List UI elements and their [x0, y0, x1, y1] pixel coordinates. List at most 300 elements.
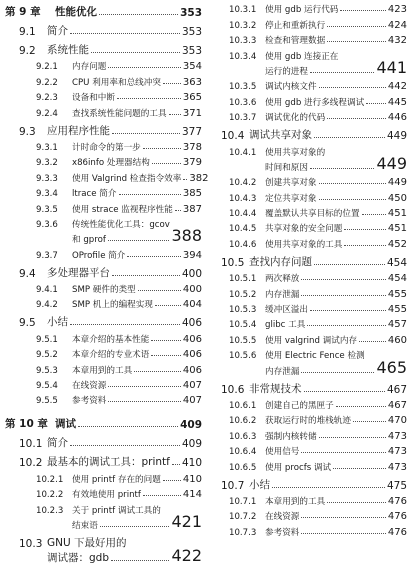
- toc-page-number: 382: [189, 172, 209, 184]
- toc-entry-title: 多处理器平台: [47, 266, 110, 279]
- toc-page-number: 410: [181, 457, 202, 470]
- dot-leader: [70, 33, 180, 34]
- toc-entry-number: 10.3.6: [229, 97, 257, 108]
- toc-entry-number: 9.3.1: [36, 142, 58, 153]
- dot-leader: [151, 340, 181, 341]
- toc-entry-number: 9.2.1: [36, 62, 58, 73]
- toc-page-number: 379: [182, 157, 202, 169]
- toc-page-number: 385: [182, 188, 202, 200]
- toc-section-row[interactable]: [5, 119, 202, 138]
- toc-page-number: 394: [182, 249, 202, 261]
- dot-leader: [307, 325, 386, 326]
- toc-entry-title: 内存泄漏: [265, 289, 300, 300]
- dot-leader: [163, 480, 181, 481]
- toc-section-row[interactable]: [209, 473, 407, 492]
- toc-entry-number: 10.4.2: [229, 178, 257, 189]
- toc-entry-title: 查找系统性能问题的工具: [72, 108, 167, 119]
- toc-page-number: 445: [387, 96, 407, 108]
- toc-entry-number: 9.2: [19, 45, 36, 57]
- toc-page-number: 404: [182, 299, 202, 311]
- dot-leader: [169, 114, 181, 115]
- toc-entry-number: 10.2.1: [36, 474, 64, 485]
- toc-entry-title: 使用信号: [265, 447, 300, 458]
- toc-entry-title: SMP 机上的编程实现: [72, 300, 153, 311]
- toc-subsection-row[interactable]: [209, 269, 407, 284]
- toc-page-number: 476: [387, 495, 407, 507]
- toc-entry-title: 覆盖默认共享目标的位置: [265, 209, 360, 220]
- toc-page-number: 410: [182, 473, 202, 485]
- dot-leader: [353, 421, 386, 422]
- toc-page-number: 388: [171, 226, 202, 246]
- toc-entry-title: 时间和原因: [265, 162, 308, 173]
- toc-subsection-row[interactable]: [209, 219, 407, 234]
- dot-leader: [319, 183, 386, 184]
- toc-entry-number: 9.3.3: [36, 173, 58, 184]
- toc-page-number: 460: [387, 334, 407, 346]
- toc-subsection-row[interactable]: [209, 188, 407, 203]
- dot-leader: [327, 118, 386, 119]
- toc-page-number: 423: [387, 4, 407, 16]
- toc-entry-title: 使用 Electric Fence 检测: [265, 351, 365, 362]
- dot-leader: [108, 240, 170, 241]
- toc-entry-number: 9.3: [19, 125, 36, 138]
- toc-subsection-row[interactable]: [5, 103, 202, 118]
- toc-entry-number: 10.2.3: [36, 505, 64, 516]
- toc-subsection-row[interactable]: [209, 411, 407, 426]
- toc-entry-title: 传统性能优化工具：gcov: [72, 219, 170, 230]
- toc-page-number: 407: [182, 380, 202, 392]
- toc-entry-title: 简介: [47, 25, 68, 37]
- dot-leader: [134, 371, 181, 372]
- dot-leader: [108, 386, 181, 387]
- toc-entry-number: 10.5.2: [229, 289, 257, 300]
- toc-section-row[interactable]: [5, 450, 202, 469]
- toc-entry-number: 9.3.4: [36, 189, 58, 200]
- toc-entry-number: 第 9 章: [5, 6, 41, 18]
- toc-entry-number: 10.2.2: [36, 490, 64, 501]
- toc-section-row[interactable]: [5, 38, 202, 57]
- toc-entry-title: 有效地使用 printf: [72, 490, 141, 501]
- dot-leader: [314, 264, 385, 265]
- toc-entry-title: 使用 gdb 连接正在: [265, 51, 339, 62]
- toc-page-number: 409: [181, 438, 202, 451]
- toc-entry-title: 使用共享对象的: [265, 147, 326, 158]
- dot-leader: [301, 533, 386, 534]
- toc-entry-title: 内存泄漏: [265, 366, 300, 377]
- toc-entry-title: 定位共享对象: [265, 193, 317, 204]
- toc-page-number: 475: [386, 479, 407, 492]
- toc-subsection-row[interactable]: [5, 184, 202, 199]
- toc-page-number: 378: [182, 141, 202, 153]
- toc-page-number: 473: [387, 430, 407, 442]
- toc-entry-title: 本章介绍的专业术语: [72, 350, 150, 361]
- toc-page-number: 473: [387, 446, 407, 458]
- toc-entry-title: 和 gprof: [72, 235, 106, 246]
- dot-leader: [336, 406, 386, 407]
- dot-leader: [70, 324, 180, 325]
- toc-page-number: 442: [387, 81, 407, 93]
- toc-entry-title: 小结: [249, 478, 270, 491]
- toc-entry-number: 10.6.4: [229, 447, 257, 458]
- toc-entry-number: 9.2.3: [36, 93, 58, 104]
- toc-subsection-row[interactable]: [5, 199, 202, 214]
- toc-entry-title: ltrace 简介: [72, 189, 117, 200]
- toc-page-number: 354: [182, 61, 202, 73]
- toc-subsection-row[interactable]: [209, 396, 407, 411]
- toc-page-number: 406: [182, 333, 202, 345]
- dot-leader: [112, 275, 180, 276]
- toc-entry-number: 9.5.3: [36, 365, 58, 376]
- dot-leader: [70, 445, 180, 446]
- toc-entry-title: 调试共享对象: [249, 129, 312, 142]
- toc-entry-title: 获取运行时的堆栈轨迹: [265, 416, 351, 427]
- toc-entry-number: 9.4: [19, 267, 36, 280]
- toc-entry-number: 10.7.3: [229, 527, 257, 538]
- toc-entry-number: 9.5.5: [36, 396, 58, 407]
- toc-entry-number: 10.5.4: [229, 320, 257, 331]
- toc-entry-title: 结束语: [72, 520, 98, 531]
- toc-page-number: 446: [387, 112, 407, 124]
- toc-entry-number: 10.4.5: [229, 224, 257, 235]
- toc-entry-title: 共享对象的安全问题: [265, 224, 343, 235]
- toc-subsection-row[interactable]: [209, 315, 407, 330]
- toc-subsection-row[interactable]: [5, 153, 202, 168]
- toc-subsection-row[interactable]: [5, 72, 202, 87]
- dot-leader: [301, 517, 386, 518]
- toc-page-number: 406: [182, 349, 202, 361]
- dot-leader: [314, 137, 385, 138]
- toc-subsection-row[interactable]: [209, 426, 407, 441]
- toc-subsection-row[interactable]: [209, 457, 407, 472]
- toc-entry-title: 小结: [47, 316, 68, 329]
- toc-subsection-row[interactable]: [5, 469, 202, 484]
- toc-entry-number: 10.5.3: [229, 305, 257, 316]
- toc-entry-title: 在线资源: [265, 512, 300, 523]
- toc-entry-title: 内存问题: [72, 62, 107, 73]
- toc-page-number: 414: [182, 489, 202, 501]
- toc-entry-number: 9.3.2: [36, 158, 58, 169]
- toc-page-number: 454: [386, 256, 407, 269]
- toc-entry-title: 使用 printf 存在的问题: [72, 474, 161, 485]
- dot-leader: [117, 98, 181, 99]
- toc-entry-number: 9.5.1: [36, 334, 58, 345]
- toc-entry-number: 10.4.6: [229, 239, 257, 250]
- toc-entry-number: 10.3.7: [229, 113, 257, 124]
- toc-page-number: 353: [181, 26, 202, 38]
- dot-leader: [304, 391, 385, 392]
- toc-page-number: 473: [387, 461, 407, 473]
- dot-leader: [301, 372, 374, 373]
- toc-chapter-row[interactable]: [5, 0, 202, 19]
- toc-entry-number: 10.4.1: [229, 147, 257, 158]
- toc-entry-number: 9.5.4: [36, 381, 58, 392]
- dot-leader: [344, 229, 386, 230]
- toc-subsection-row[interactable]: [5, 295, 202, 310]
- toc-page-number: 407: [182, 395, 202, 407]
- toc-entry-title: 本章用到的工具: [265, 496, 326, 507]
- toc-page-number: 353: [181, 45, 202, 57]
- toc-entry-number: 10.3.1: [229, 5, 257, 16]
- toc-entry-title: 参考资料: [72, 396, 107, 407]
- toc-page-number: 424: [387, 19, 407, 31]
- toc-continuation-row[interactable]: [209, 153, 407, 173]
- toc-entry-title: 系统性能: [47, 44, 89, 56]
- toc-entry-number: 10.4: [221, 130, 245, 143]
- toc-entry-title: 性能优化: [55, 6, 97, 18]
- toc-entry-number: 9.5: [19, 317, 36, 330]
- toc-subsection-row[interactable]: [5, 245, 202, 260]
- toc-entry-number: 10.6.5: [229, 462, 257, 473]
- toc-entry-number: 10.7.1: [229, 496, 257, 507]
- toc-page-number: 454: [387, 273, 407, 285]
- toc-entry-title: 调试内核文件: [265, 82, 317, 93]
- toc-section-row[interactable]: [5, 310, 202, 329]
- toc-entry-title: 使用 gdb 运行代码: [265, 5, 339, 16]
- toc-subsection-row[interactable]: [209, 77, 407, 92]
- toc-subsection-row[interactable]: [209, 300, 407, 315]
- dot-leader: [108, 401, 181, 402]
- toc-entry-number: 10.6: [221, 383, 245, 396]
- toc-entry-number: 10.6.2: [229, 416, 257, 427]
- toc-subsection-row[interactable]: [209, 31, 407, 46]
- toc-section-row[interactable]: [209, 250, 407, 269]
- dot-leader: [301, 452, 386, 453]
- dot-leader: [112, 133, 180, 134]
- toc-continuation-row[interactable]: [5, 546, 202, 565]
- toc-subsection-row[interactable]: [5, 88, 202, 103]
- toc-continuation-row[interactable]: [209, 57, 407, 77]
- toc-page-number: 467: [387, 399, 407, 411]
- dot-leader: [344, 245, 386, 246]
- toc-page-number: 449: [386, 130, 407, 143]
- toc-entry-title: 简介: [47, 437, 68, 450]
- toc-entry-number: 9.3.5: [36, 204, 58, 215]
- toc-entry-number: 10.3.4: [229, 51, 257, 62]
- toc-section-row[interactable]: [5, 431, 202, 450]
- toc-page-number: 467: [386, 383, 407, 396]
- toc-entry-title: 创建自己的黑匣子: [265, 400, 334, 411]
- toc-entry-title: 在线资源: [72, 381, 107, 392]
- toc-page-number: 371: [182, 107, 202, 119]
- toc-entry-number: 9.3.7: [36, 250, 58, 261]
- dot-leader: [310, 168, 374, 169]
- toc-continuation-row[interactable]: [5, 511, 202, 531]
- toc-page-number: 363: [182, 76, 202, 88]
- toc-page-number: 450: [387, 192, 407, 204]
- toc-page-number: 365: [182, 92, 202, 104]
- toc-entry-number: 9.2.4: [36, 108, 58, 119]
- toc-page-number: 441: [376, 57, 407, 77]
- toc-page-number: 470: [387, 415, 407, 427]
- dot-leader: [111, 560, 169, 561]
- toc-entry-number: 9.3.6: [36, 219, 58, 230]
- toc-page-number: 421: [171, 511, 202, 531]
- toc-entry-title: 强制内核转储: [265, 431, 317, 442]
- dot-leader: [163, 83, 181, 84]
- toc-entry-title: 使用 strace 监视程序性能: [72, 204, 173, 215]
- dot-leader: [100, 526, 170, 527]
- toc-page-number: 451: [387, 208, 407, 220]
- toc-page-number: 449: [387, 177, 407, 189]
- toc-page-number: 387: [182, 203, 202, 215]
- toc-entry-number: 9.1: [19, 26, 36, 38]
- toc-subsection-row[interactable]: [209, 492, 407, 507]
- toc-subsection-row[interactable]: [5, 485, 202, 500]
- dot-leader: [319, 87, 386, 88]
- toc-entry-number: 9.5.2: [36, 350, 58, 361]
- toc-entry-title: 使用 valgrind 调试内存: [265, 335, 358, 346]
- toc-page-number: 422: [171, 546, 202, 565]
- toc-page-number: 465: [376, 357, 407, 377]
- toc-page-number: 409: [180, 419, 202, 432]
- toc-entry-number: 10.1: [19, 438, 43, 451]
- toc-chapter-row[interactable]: [5, 412, 202, 431]
- toc-entry-number: 9.2.2: [36, 77, 58, 88]
- toc-subsection-row[interactable]: [5, 345, 202, 360]
- toc-entry-number: 10.2: [19, 457, 43, 470]
- toc-page-number: 476: [387, 526, 407, 538]
- toc-entry-title: 使用 gdb 进行多线程调试: [265, 97, 365, 108]
- toc-continuation-row[interactable]: [209, 357, 407, 377]
- dot-leader: [108, 67, 181, 68]
- toc-subsection-row[interactable]: [209, 92, 407, 107]
- dot-leader: [127, 256, 181, 257]
- toc-subsection-row[interactable]: [5, 138, 202, 153]
- toc-entry-number: 10.4.4: [229, 209, 257, 220]
- toc-section-row[interactable]: [5, 261, 202, 280]
- dot-leader: [138, 290, 181, 291]
- toc-entry-number: 10.5: [221, 256, 245, 269]
- dot-leader: [319, 437, 386, 438]
- dot-leader: [78, 426, 178, 427]
- toc-subsection-row[interactable]: [209, 442, 407, 457]
- toc-subsection-row[interactable]: [209, 173, 407, 188]
- toc-page-number: 377: [181, 125, 202, 138]
- toc-subsection-row[interactable]: [5, 329, 202, 344]
- dot-leader: [99, 14, 178, 15]
- dot-leader: [333, 468, 386, 469]
- dot-leader: [310, 72, 374, 73]
- toc-entry-title: 查找内存问题: [249, 255, 312, 268]
- toc-page-number: 476: [387, 511, 407, 523]
- dot-leader: [183, 179, 187, 180]
- toc-entry-title: 应用程序性能: [47, 124, 110, 137]
- toc-subsection-row[interactable]: [5, 168, 209, 184]
- toc-entry-title: GNU 下最好用的: [47, 536, 127, 549]
- dot-leader: [175, 210, 181, 211]
- toc-subsection-row[interactable]: [5, 360, 202, 375]
- toc-entry-number: 9.4.1: [36, 285, 58, 296]
- toc-entry-number: 第 10 章: [5, 418, 48, 431]
- toc-entry-title: 计时命令的第一步: [72, 142, 141, 153]
- toc-entry-title: 本章用到的工具: [72, 365, 133, 376]
- dot-leader: [319, 199, 386, 200]
- dot-leader: [272, 487, 385, 488]
- toc-entry-number: 10.4.3: [229, 193, 257, 204]
- toc-entry-number: 10.3.5: [229, 82, 257, 93]
- dot-leader: [143, 495, 181, 496]
- toc-subsection-row[interactable]: [209, 0, 407, 15]
- dot-leader: [362, 214, 386, 215]
- toc-entry-number: 10.6.3: [229, 431, 257, 442]
- toc-subsection-row[interactable]: [5, 376, 202, 391]
- toc-entry-title: 停止和重新执行: [265, 20, 326, 31]
- dot-leader: [301, 279, 386, 280]
- toc-left-column: [5, 0, 209, 565]
- toc-section-row[interactable]: [5, 19, 202, 38]
- toc-section-row[interactable]: [209, 123, 407, 142]
- toc-entry-title: 最基本的调试工具：printf: [47, 456, 170, 469]
- toc-entry-title: OProfile 简介: [72, 250, 126, 261]
- toc-entry-title: x86info 处理器结构: [72, 158, 150, 169]
- toc-entry-title: 设备和中断: [72, 93, 115, 104]
- dot-leader: [119, 194, 181, 195]
- toc-subsection-row[interactable]: [209, 507, 407, 522]
- toc-entry-title: 检查和管理数据: [265, 36, 326, 47]
- toc-entry-title: 使用共享对象的工具: [265, 239, 343, 250]
- dot-leader: [327, 502, 386, 503]
- toc-page-number: 449: [376, 153, 407, 173]
- dot-leader: [359, 341, 386, 342]
- toc-entry-number: 10.7: [221, 479, 245, 492]
- dot-leader: [340, 10, 386, 11]
- toc-subsection-row[interactable]: [209, 284, 407, 299]
- toc-entry-title: 本章介绍的基本性能: [72, 334, 150, 345]
- toc-page-number: 406: [181, 317, 202, 330]
- toc-right-column: [209, 0, 407, 538]
- toc-subsection-row[interactable]: [209, 330, 407, 345]
- toc-entry-title: glibc 工具: [265, 320, 306, 331]
- toc-entry-title: 缓冲区溢出: [265, 305, 308, 316]
- toc-entry-title: 调试器：gdb: [47, 552, 109, 565]
- toc-entry-title: 使用 procfs 调试: [265, 462, 332, 473]
- toc-subsection-row[interactable]: [5, 391, 202, 406]
- toc-entry-title: 非常规技术: [249, 382, 302, 395]
- toc-entry-number: 10.3.3: [229, 36, 257, 47]
- toc-subsection-row[interactable]: [5, 280, 202, 295]
- dot-leader: [151, 355, 181, 356]
- toc-section-row[interactable]: [209, 377, 407, 396]
- dot-leader: [152, 163, 181, 164]
- toc-entry-title: 创建共享对象: [265, 178, 317, 189]
- toc-entry-title: 使用 Valgrind 检查指令效率: [72, 173, 182, 184]
- toc-subsection-row[interactable]: [209, 522, 407, 537]
- toc-entry-number: 10.3: [19, 537, 43, 550]
- toc-continuation-row[interactable]: [5, 226, 202, 246]
- toc-subsection-row[interactable]: [5, 57, 202, 72]
- toc-entry-title: 运行的进程: [265, 66, 308, 77]
- toc-entry-title: 关于 printf 调试工具的: [72, 505, 161, 516]
- toc-entry-number: 10.5.5: [229, 335, 257, 346]
- dot-leader: [91, 52, 180, 53]
- toc-subsection-row[interactable]: [209, 108, 407, 123]
- toc-entry-title: 调试: [55, 418, 76, 431]
- toc-page-number: 457: [387, 319, 407, 331]
- dot-leader: [327, 41, 386, 42]
- toc-page-number: 455: [387, 304, 407, 316]
- dot-leader: [155, 305, 181, 306]
- dot-leader: [301, 295, 386, 296]
- toc-page-number: 455: [387, 288, 407, 300]
- toc-entry-title: 两次释放: [265, 274, 300, 285]
- toc-page-number: 451: [387, 223, 407, 235]
- toc-subsection-row[interactable]: [209, 234, 407, 249]
- toc-subsection-row[interactable]: [209, 15, 407, 30]
- toc-subsection-row[interactable]: [209, 204, 407, 219]
- dot-leader: [366, 103, 386, 104]
- toc-entry-number: 10.5.1: [229, 274, 257, 285]
- toc-entry-title: SMP 硬件的类型: [72, 285, 136, 296]
